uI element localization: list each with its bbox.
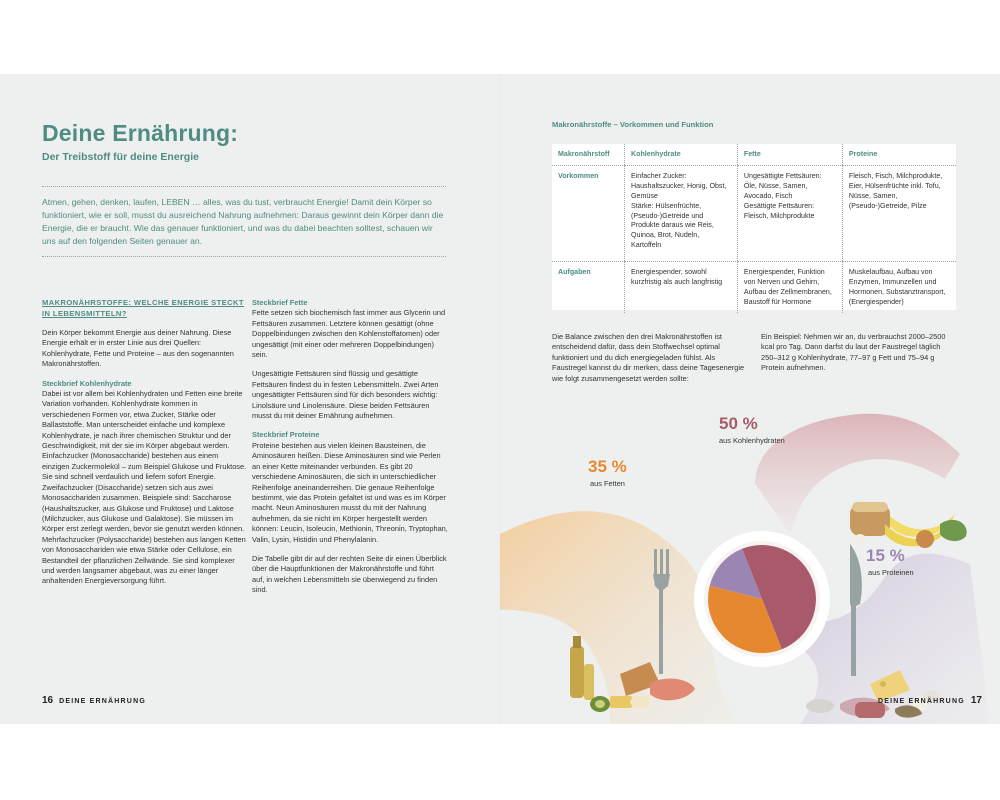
table-header-row bbox=[552, 144, 956, 165]
paragraph: Fette setzen sich biochemisch fast immer aus Glycerin und Fettsäuren zusammen. Letztere können gesättigt (ohne Doppelbindungen zwischen den Kohlenstoffatomen) oder ungesättigt (mit einer oder mehreren Doppelbindungen) sein. bbox=[252, 308, 446, 360]
table-cell: Fleisch, Fisch, Milchprodukte, Eier, Hülsenfrüchte inkl. Tofu, Nüsse, Samen, (Pseudo-)Getreide, Pilze bbox=[842, 165, 956, 261]
book-spread bbox=[0, 74, 1000, 724]
page-number: 17 bbox=[970, 695, 982, 706]
table-row bbox=[552, 165, 956, 261]
table-row bbox=[552, 261, 956, 312]
folio-left bbox=[42, 695, 152, 706]
paragraph: Dein Körper bekommt Energie aus deiner Nahrung. Diese Energie erhält er in erster Linie aus drei Quellen: Kohlenhydrate, Fette und Proteine – aus den sogenannten Makronährstoffen. bbox=[42, 328, 234, 369]
table-header: Fette bbox=[737, 144, 842, 165]
paragraph: Ungesättigte Fettsäuren sind flüssig und gesättigte Fettsäuren findest du in festen Lebensmitteln. Zwei Arten ungesättigter Fettsäuren sind für dich besonders wichtig: Linolsäure und Linolensäure. Diese beiden Fettsäuren musst du mit deiner Ernährung aufnehmen. bbox=[252, 369, 439, 421]
table-cell: Ungesättigte Fettsäuren: Öle, Nüsse, Samen, Avocado, Fisch Gesättigte Fettsäuren: Fleisch, Milchprodukte bbox=[737, 165, 842, 261]
page-title: Deine Ernährung: bbox=[42, 120, 239, 146]
heading-kohlenhydrate: Steckbrief Kohlenhydrate bbox=[42, 378, 132, 388]
paragraph: Die Balance zwischen den drei Makronährstoffen ist entscheidend dafür, dass dein Stoffwechsel optimal funktioniert und du dich energiegeladen fühlst. Als Faustregel kannst du dir merken, dass deine Tagesenergie wie folgt zusammengesetzt werden sollte: bbox=[552, 332, 745, 383]
heading-fette: Steckbrief Fette bbox=[252, 298, 308, 307]
table-title: Makronährstoffe – Vorkommen und Funktion bbox=[552, 120, 714, 129]
heading-proteine: Steckbrief Proteine bbox=[252, 430, 320, 440]
running-head: DEINE ERNÄHRUNG bbox=[878, 698, 965, 705]
running-head: DEINE ERNÄHRUNG bbox=[59, 698, 146, 705]
protein-percentage: 15 % bbox=[866, 546, 905, 565]
carb-foods bbox=[850, 502, 967, 548]
example-text bbox=[761, 332, 957, 383]
table-header: Kohlenhydrate bbox=[625, 144, 738, 165]
paragraph: Ein Beispiel: Nehmen wir an, du verbrauchst 2000–2500 kcal pro Tag. Dann darfst du laut der Faustregel täglich 250–312 g Kohlenhydrate, 77–97 g Fett und 75–94 g Protein aufnehmen. bbox=[761, 332, 946, 373]
table-cell: Einfacher Zucker: Haushaltszucker, Honig, Obst, Gemüse Stärke: Hülsenfrüchte, (Pseudo-)Getreide und Produkte daraus wie Reis, Quinoa, Brot, Nudeln, Kartoffeln bbox=[625, 165, 738, 261]
paragraph: Die Tabelle gibt dir auf der rechten Seite dir einen Überblick über die Hauptfunktionen der Makronährstoffe und führt auf, in welchen Lebensmitteln sie überwiegend zu finden sind. bbox=[252, 553, 447, 595]
intro-text: Atmen, gehen, denken, laufen, LEBEN … alles, was du tust, verbraucht Energie! Damit dein Körper so funktioniert, wie er soll, musst du ausreichend Nahrung aufnehmen: Daraus gewinnt dein Körper dann die Energie, die er braucht. Wie das genauer funktioniert, und was du dabei beachten solltest, schauen wir uns auf den folgenden Seiten genauer an. bbox=[42, 197, 444, 246]
paragraph: Dabei ist vor allem bei Kohlenhydraten und Fetten eine breite Variation vorhanden. Kohlenhydrate kommen in verschiedenen Formen vor, etwa Zucker, Stärke oder Ballaststoffe. Man unterscheidet einfache und komplexe Kohlenhydrate, je nach ihrer chemischen Struktur und der Geschwindigkeit, mit der sie im Körper abgebaut werden. Einfachzucker (Monosaccharide) bestehen aus einem einzigen Zuckermolekül – zum Beispiel Glukose und Fruktose. Sie sind schnell verdaulich und liefern sofort Energie. Zweifachzucker (Disaccharide) setzen sich aus zwei Monosacchariden zusammen. Beispiele sind: Saccharose (Haushaltszucker, aus Glukose und Fruktose) und Laktose (Milchzucker, aus Glukose und Galaktose). Sie müssen im Körper erst zerlegt werden, bevor sie genutzt werden können. Mehrfachzucker (Polysaccharide) bestehen aus langen Ketten von Monosacchariden wie etwa Stärke oder Cellulose, ein Bestandteil der pflanzlichen Zellwände. Sie sind komplexer und werden langsamer abgebaut, was zu einer länger anhaltenden Energieversorgung führt. bbox=[42, 389, 247, 586]
macro-pie bbox=[708, 545, 816, 653]
divider-top bbox=[42, 186, 446, 187]
divider-bottom bbox=[42, 256, 446, 257]
protein-label: aus Proteinen bbox=[868, 568, 914, 577]
left-column bbox=[42, 298, 247, 596]
table-cell: Energiespender, Funktion von Nerven und Gehirn, Aufbau der Zellmembranen, Baustoff für Hormone bbox=[737, 261, 842, 312]
table-header: Proteine bbox=[842, 144, 956, 165]
page-number: 16 bbox=[42, 695, 54, 706]
page-subtitle: Der Treibstoff für deine Energie bbox=[42, 151, 199, 163]
table-cell: Muskelaufbau, Aufbau von Enzymen, Immunzellen und Hormonen, Substanztransport, (Energiespender) bbox=[842, 261, 956, 312]
section-heading: MAKRONÄHRSTOFFE: WELCHE ENERGIE STECKT IN LEBENSMITTELN? bbox=[42, 298, 244, 318]
right-column bbox=[252, 298, 448, 605]
paragraph: Proteine bestehen aus vielen kleinen Bausteinen, die Aminosäuren heißen. Diese Aminosäuren sind wie Perlen an einer Kette miteinander verbunden. Es gibt 20 verschiedene Aminosäuren, die sich in unterschiedlicher Reihenfolge aneinanderreihen. Die genaue Reihenfolge bestimmt, wie das Protein gefaltet ist und was es im Körper macht. Neun Aminosäuren musst du mit der Nahrung aufnehmen, da sie nicht im Körper hergestellt werden können: Leucin, Isoleucin, Methionin, Threonin, Tryptophan, Valin, Lysin, Histidin und Phenylalanin. bbox=[252, 440, 448, 544]
carb-percentage: 50 % bbox=[719, 414, 758, 433]
table-cell: Energiespender, sowohl kurzfristig als auch langfristig bbox=[625, 261, 738, 312]
fat-label: aus Fetten bbox=[590, 479, 625, 488]
row-label: Vorkommen bbox=[552, 165, 625, 261]
fat-percentage: 35 % bbox=[588, 457, 627, 476]
row-label: Aufgaben bbox=[558, 267, 591, 276]
macro-table bbox=[552, 144, 956, 310]
carb-label: aus Kohlenhydraten bbox=[719, 436, 785, 445]
nutrition-illustration bbox=[500, 384, 1000, 724]
table-header: Makronährstoff bbox=[552, 144, 625, 165]
folio-right bbox=[872, 695, 982, 706]
